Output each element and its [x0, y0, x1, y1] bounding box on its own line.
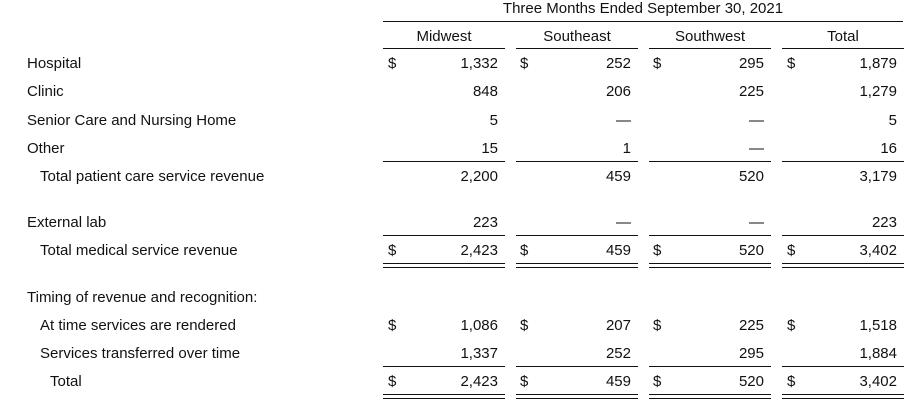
table-cell: — [749, 140, 764, 157]
subtotal-rule [383, 235, 505, 236]
row-label-total-medical-service: Total medical service revenue [40, 242, 238, 259]
row-label-hospital: Hospital [27, 55, 82, 72]
currency-symbol: $ [388, 55, 397, 72]
row-label-total-patient-care: Total patient care service revenue [40, 168, 265, 185]
table-cell: 252 [605, 345, 631, 362]
table-cell: 1,337 [460, 345, 498, 362]
table-cell: 206 [605, 83, 631, 100]
row-label-senior-care: Senior Care and Nursing Home [27, 112, 237, 129]
table-cell: 5 [489, 112, 498, 129]
table-cell: 2,200 [460, 168, 498, 185]
row-label-total: Total [50, 373, 82, 390]
table-cell: 2,423 [460, 242, 498, 259]
column-header-midwest: Midwest [416, 28, 472, 45]
subtotal-rule [516, 161, 638, 162]
subtotal-rule [516, 366, 638, 367]
table-cell: 1,879 [859, 55, 897, 72]
column-header-rule [516, 48, 638, 49]
column-header-southeast: Southeast [543, 28, 611, 45]
table-cell: 520 [738, 242, 764, 259]
subtotal-rule [782, 366, 904, 367]
total-double-rule [383, 394, 505, 399]
table-cell: 459 [605, 242, 631, 259]
table-cell: 295 [738, 55, 764, 72]
currency-symbol: $ [653, 373, 662, 390]
currency-symbol: $ [388, 317, 397, 334]
currency-symbol: $ [653, 317, 662, 334]
table-cell: 2,423 [460, 373, 498, 390]
table-cell: 1,086 [460, 317, 498, 334]
currency-symbol: $ [388, 373, 397, 390]
column-header-rule [383, 48, 505, 49]
table-cell: 3,179 [859, 168, 897, 185]
currency-symbol: $ [653, 55, 662, 72]
table-cell: 223 [871, 214, 897, 231]
table-cell: 1,884 [859, 345, 897, 362]
subtotal-rule [782, 161, 904, 162]
currency-symbol: $ [520, 373, 529, 390]
row-label-other: Other [27, 140, 65, 157]
table-cell: 225 [738, 317, 764, 334]
period-header-underline [383, 21, 903, 22]
table-cell: 252 [605, 55, 631, 72]
table-cell: 1,279 [859, 83, 897, 100]
table-cell: 225 [738, 83, 764, 100]
row-label-at-time-rendered: At time services are rendered [40, 317, 236, 334]
table-cell: 295 [738, 345, 764, 362]
table-cell: 3,402 [859, 373, 897, 390]
total-double-rule [649, 263, 771, 268]
currency-symbol: $ [653, 242, 662, 259]
table-cell: 520 [738, 168, 764, 185]
row-label-clinic: Clinic [27, 83, 64, 100]
table-cell: 3,402 [859, 242, 897, 259]
currency-symbol: $ [787, 317, 796, 334]
currency-symbol: $ [787, 373, 796, 390]
row-label-external-lab: External lab [27, 214, 107, 231]
column-header-southwest: Southwest [674, 28, 746, 45]
total-double-rule [516, 394, 638, 399]
currency-symbol: $ [787, 55, 796, 72]
table-cell: 207 [605, 317, 631, 334]
total-double-rule [782, 394, 904, 399]
column-header-rule [782, 48, 904, 49]
subtotal-rule [649, 161, 771, 162]
currency-symbol: $ [520, 242, 529, 259]
table-cell: 15 [481, 140, 498, 157]
total-double-rule [383, 263, 505, 268]
table-cell: 459 [605, 373, 631, 390]
table-cell: — [616, 112, 631, 129]
table-cell: 520 [738, 373, 764, 390]
column-header-rule [649, 48, 771, 49]
table-cell: 223 [472, 214, 498, 231]
total-double-rule [516, 263, 638, 268]
subtotal-rule [516, 235, 638, 236]
table-cell: 1 [622, 140, 631, 157]
section-label-timing: Timing of revenue and recognition: [27, 289, 258, 306]
table-cell: — [749, 112, 764, 129]
table-cell: 1,518 [859, 317, 897, 334]
table-cell: 459 [605, 168, 631, 185]
table-cell: 1,332 [460, 55, 498, 72]
subtotal-rule [383, 366, 505, 367]
table-cell: — [616, 214, 631, 231]
currency-symbol: $ [388, 242, 397, 259]
table-cell: — [749, 214, 764, 231]
row-label-transferred-over-time: Services transferred over time [40, 345, 241, 362]
currency-symbol: $ [787, 242, 796, 259]
total-double-rule [782, 263, 904, 268]
currency-symbol: $ [520, 55, 529, 72]
total-double-rule [649, 394, 771, 399]
table-cell: 848 [472, 83, 498, 100]
period-header: Three Months Ended September 30, 2021 [502, 0, 784, 17]
currency-symbol: $ [520, 317, 529, 334]
subtotal-rule [649, 366, 771, 367]
table-cell: 16 [880, 140, 897, 157]
subtotal-rule [782, 235, 904, 236]
subtotal-rule [383, 161, 505, 162]
table-cell: 5 [888, 112, 897, 129]
subtotal-rule [649, 235, 771, 236]
column-header-total: Total [827, 28, 859, 45]
